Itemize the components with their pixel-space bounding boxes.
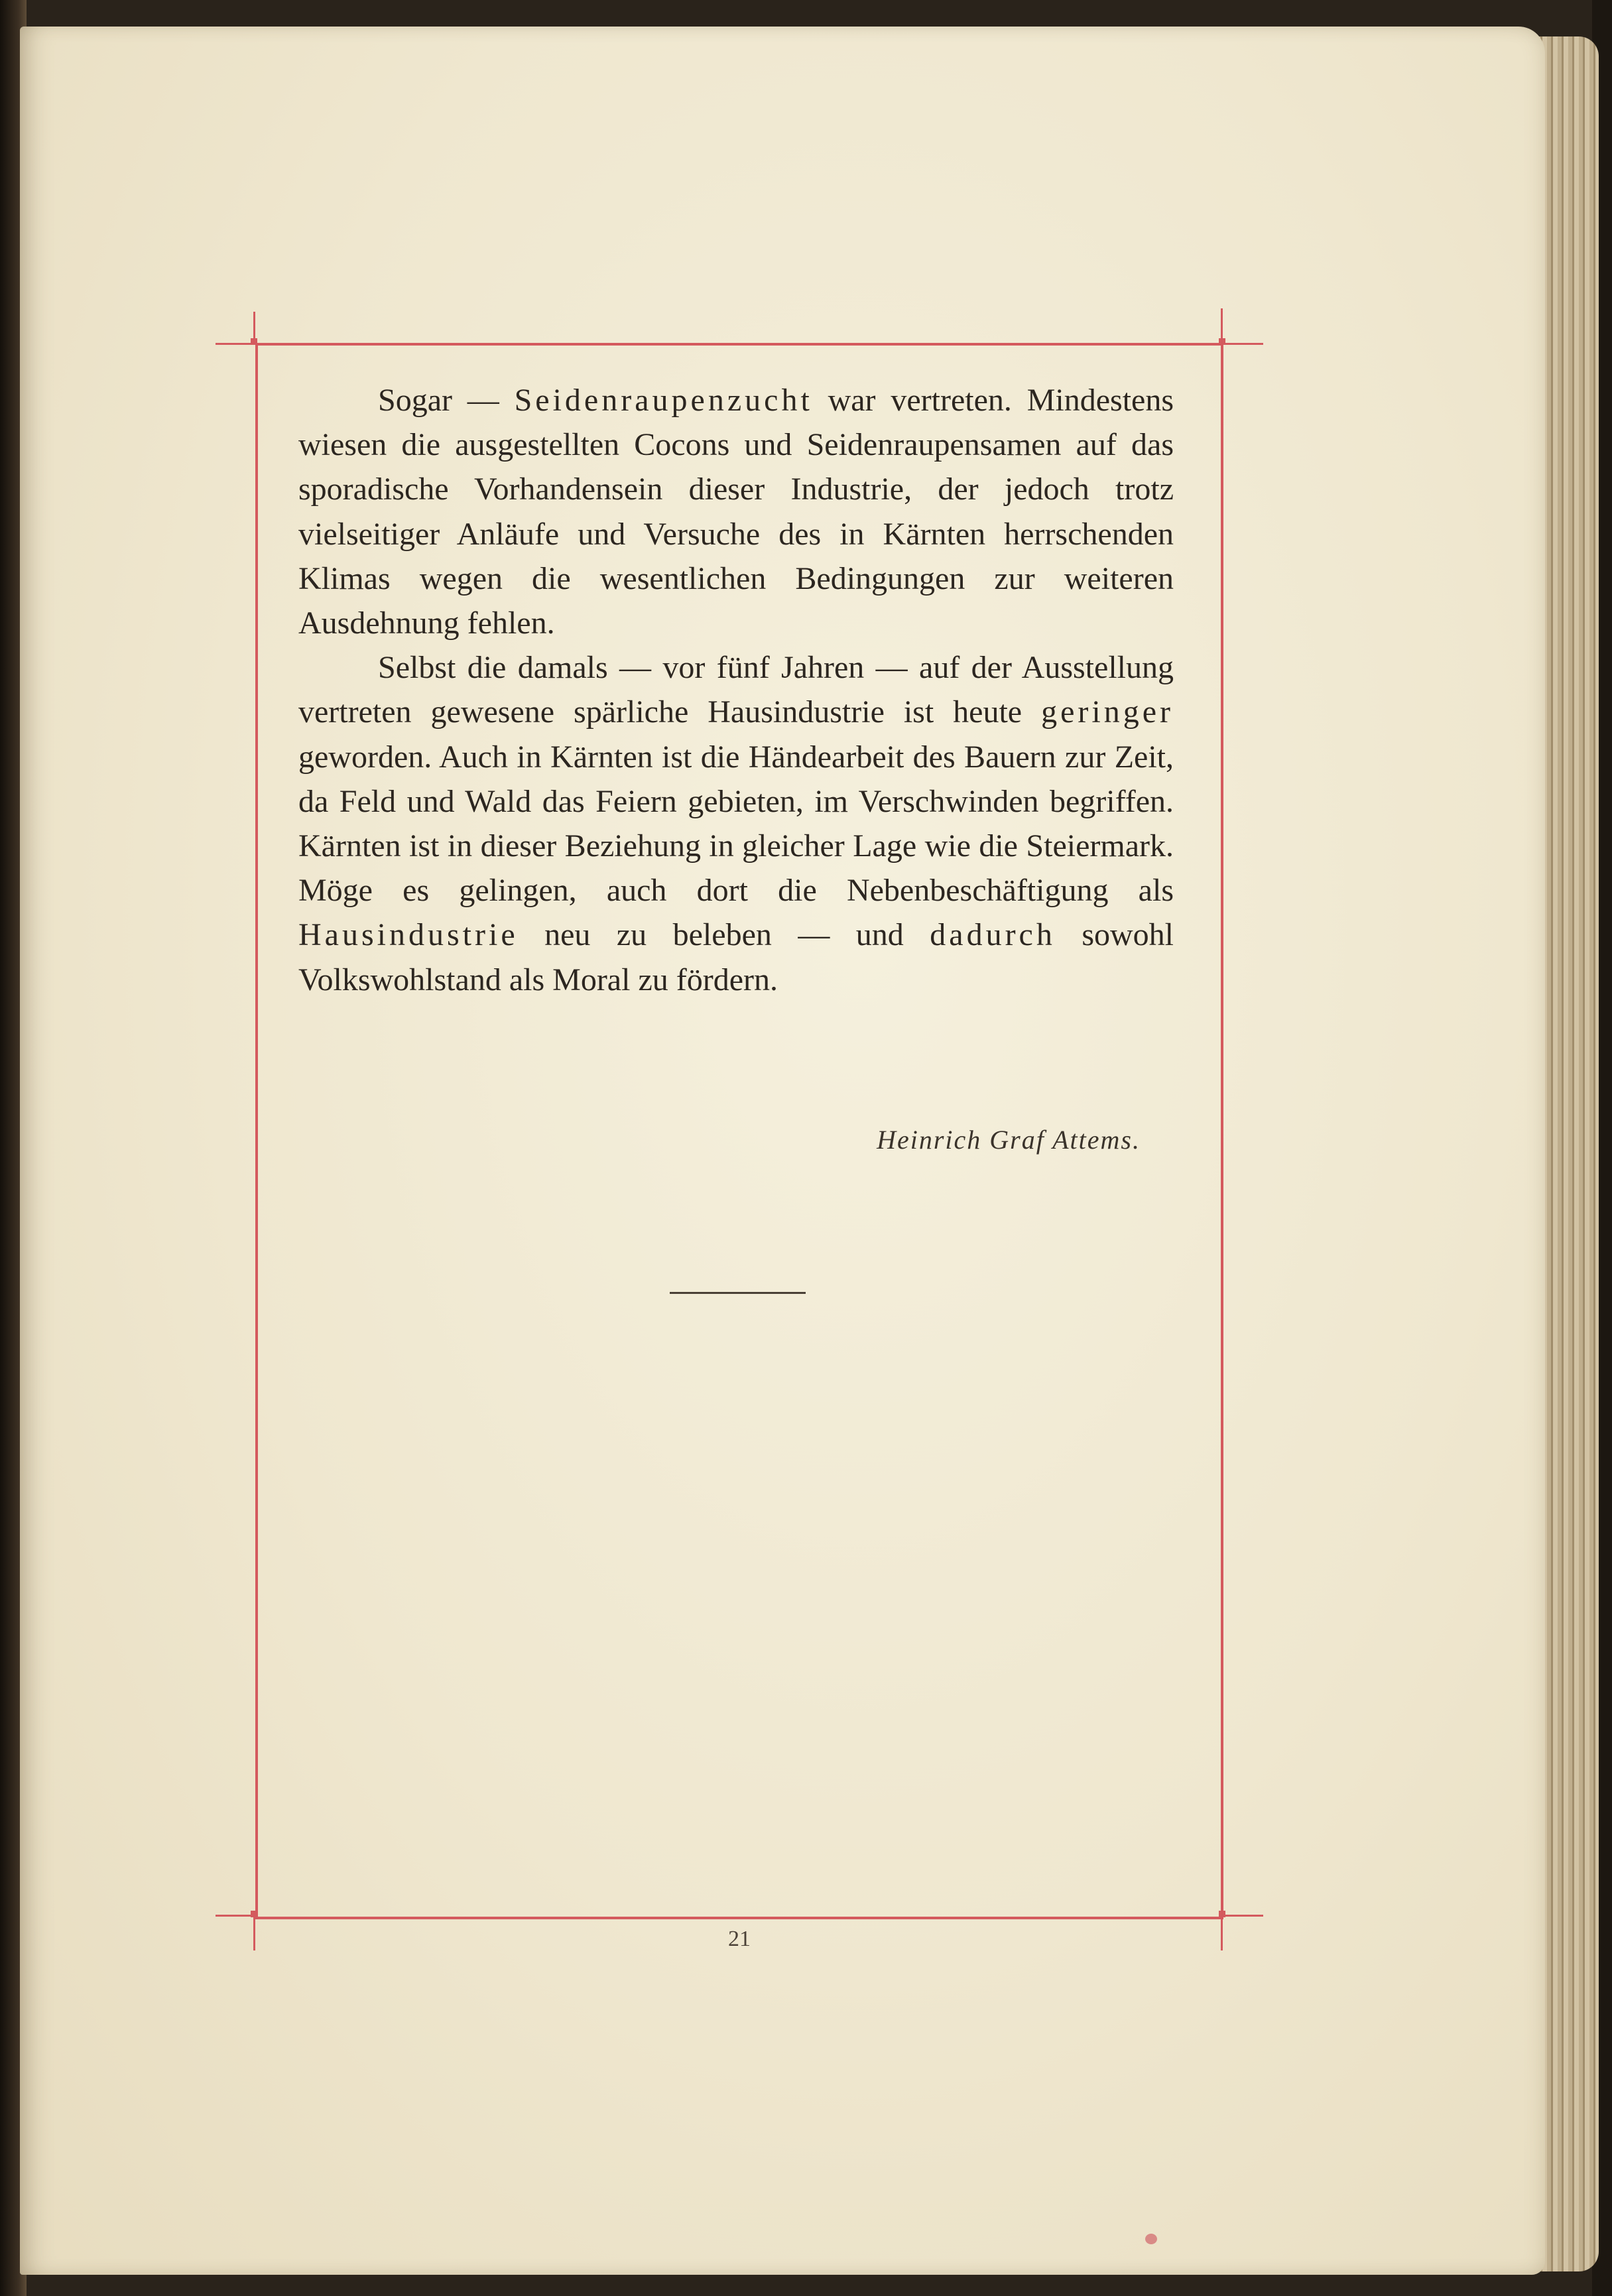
author-signature: Heinrich Graf Attems. [877, 1125, 1141, 1155]
corner-tick-top-left-h [216, 343, 255, 345]
section-end-rule [670, 1292, 806, 1294]
paragraph-2 [298, 645, 1174, 1002]
paper-stain [1145, 2234, 1157, 2244]
corner-tick-bottom-left-h [216, 1915, 255, 1917]
emphasis-hausindustrie: Hausindustrie [298, 917, 519, 953]
page-number: 21 [728, 1927, 751, 1951]
paragraph-1-text: Sogar — [378, 383, 515, 418]
body-text [298, 378, 1174, 1002]
paragraph-1-text-cont: war vertreten. Mindestens wiesen die ausgestellten Cocons und Seidenraupensamen auf das sporadische Vorhandensein dieser Industrie, der jedoch trotz vielseitiger Anläufe und Versuche des in Kärnten herrschenden Klimas wegen die wesentlichen Bedingungen zur weiteren Ausdehnung fehlen. [298, 383, 1174, 641]
corner-tick-bottom-left-v [253, 1917, 255, 1950]
corner-tick-top-right-h [1223, 343, 1263, 345]
emphasis-dadurch: dadurch [930, 917, 1056, 953]
corner-tick-top-left-v [253, 312, 255, 345]
corner-tick-top-right-v [1221, 308, 1223, 342]
paragraph-2-text-cont-3: sowohl Volkswohlstand als Moral zu fördern. [298, 917, 1174, 997]
paragraph-1 [298, 378, 1174, 645]
corner-tick-bottom-right-v [1221, 1917, 1223, 1950]
emphasis-geringer: geringer [1041, 694, 1174, 730]
paragraph-2-text-cont: geworden. Auch in Kärnten ist die Händearbeit des Bauern zur Zeit, da Feld und Wald das Feiern gebieten, im Verschwinden begriffen. Kärnten ist in dieser Beziehung in gleicher Lage wie die Steiermark. Möge es gelingen, auch dort die Nebenbeschäftigung als [298, 739, 1174, 909]
paragraph-2-text: Selbst die damals — vor fünf Jahren — auf der Ausstellung vertreten gewesene spärliche Hausindustrie ist heute [298, 650, 1174, 730]
paragraph-2-text-cont-2: neu zu beleben — und [518, 917, 930, 953]
corner-tick-bottom-right-h [1223, 1915, 1263, 1917]
emphasis-seidenraupenzucht: Seidenraupenzucht [514, 383, 813, 418]
